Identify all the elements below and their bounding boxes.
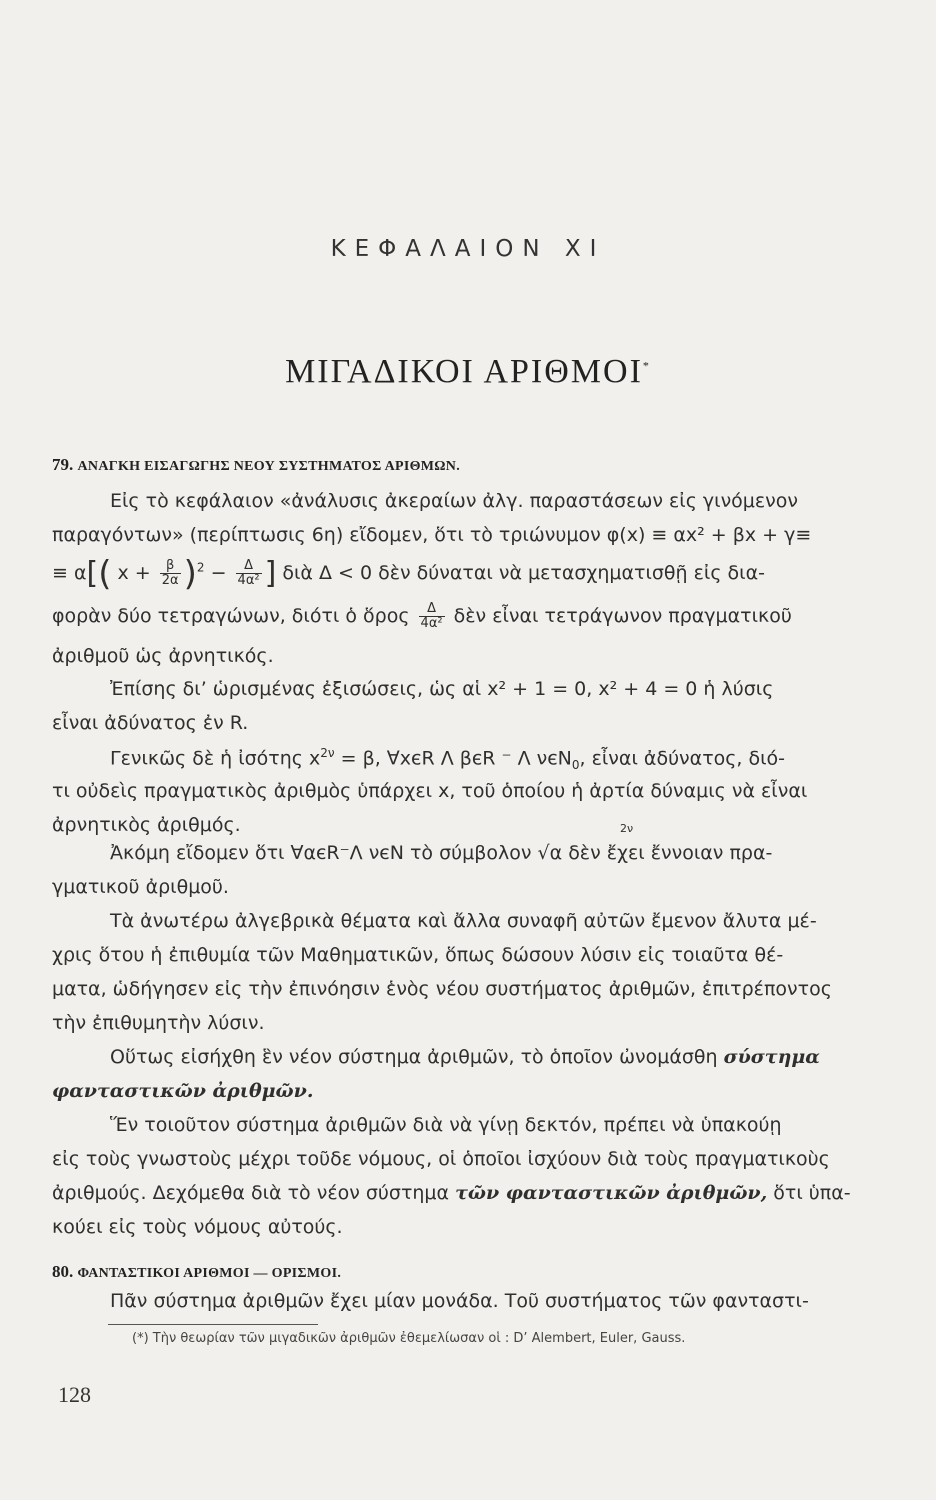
formula-line <box>52 602 792 631</box>
text: x + <box>117 562 151 584</box>
formula-line <box>52 554 765 594</box>
paragraph-line: τὴν ἐπιθυμητὴν λύσιν. <box>52 1012 265 1034</box>
paragraph-line: Ἐπίσης δι’ ὡρισμένας ἐξισώσεις, ὡς αἱ x² + 1 = 0, x² + 4 = 0 ἡ λύσις <box>110 678 774 700</box>
section-80-title: ΦΑΝΤΑΣΤΙΚΟΙ ΑΡΙΘΜΟΙ — ΟΡΙΣΜΟΙ. <box>77 1266 342 1281</box>
paragraph-line: τι οὐδεὶς πραγματικὸς ἀριθμὸς ὑπάρχει x, τοῦ ὁποίου ἡ ἀρτία δύναμις νὰ εἶναι <box>52 780 808 802</box>
paragraph-line: κούει εἰς τοὺς νόμους αὐτούς. <box>52 1216 343 1238</box>
paragraph-line <box>52 1182 851 1204</box>
fraction-delta-4a2 <box>236 559 262 588</box>
text: − <box>210 562 227 584</box>
text: = β, ∀xєR Λ βєR ⁻ Λ νєN <box>334 747 572 770</box>
section-79-heading <box>52 455 460 475</box>
chapter-title <box>0 353 936 391</box>
text: δὲν ἔχει ἔννοιαν πρα- <box>568 842 773 864</box>
exponent: 2 <box>196 560 205 575</box>
emphasis-line: φανταστικῶν ἀριθμῶν. <box>52 1080 314 1102</box>
paragraph-line: εἶναι ἀδύνατος ἐν R. <box>52 712 249 734</box>
text: Οὕτως εἰσήχθη ἓν νέον σύστημα ἀριθμῶν, τὸ ὁποῖον ὠνομάσθη <box>110 1046 718 1068</box>
numerator: Δ <box>419 602 445 617</box>
paragraph-line: Τὰ ἀνωτέρω ἀλγεβρικὰ θέματα καὶ ἄλλα συναφῆ αὐτῶν ἔμενον ἄλυτα μέ- <box>110 910 817 932</box>
paragraph-line: Εἰς τὸ κεφάλαιον «ἀνάλυσις ἀκεραίων ἀλγ. παραστάσεων εἰς γινόμενον <box>110 490 799 512</box>
emphasis: τῶν φανταστικῶν ἀριθμῶν, <box>455 1182 768 1204</box>
page-number: 128 <box>58 1382 91 1407</box>
paragraph-line: Πᾶν σύστημα ἀριθμῶν ἔχει μίαν μονάδα. Τοῦ συστήματος τῶν φανταστι- <box>110 1290 809 1312</box>
text: ≡ α <box>52 562 87 584</box>
chapter-title-text: ΜΙΓΑΔΙΚΟΙ ΑΡΙΘΜΟΙ <box>285 353 643 390</box>
footnote-mark: * <box>642 358 651 373</box>
paragraph-line <box>110 1046 820 1068</box>
paragraph-line: Ἕν τοιοῦτον σύστημα ἀριθμῶν διὰ νὰ γίνῃ δεκτόν, πρέπει νὰ ὑπακούῃ <box>110 1114 782 1136</box>
section-80-heading <box>52 1262 341 1282</box>
bracket: ] <box>264 556 277 591</box>
emphasis: σύστημα <box>723 1046 820 1068</box>
text: φορὰν δύο τετραγώνων, διότι ὁ ὅρος <box>52 605 410 627</box>
text: διὰ Δ < 0 δὲν δύναται νὰ μετασχηματισθῇ εἰς δια- <box>282 562 765 584</box>
paren: ( <box>98 554 112 594</box>
section-80-number: 80. <box>52 1262 74 1281</box>
formula-line <box>110 746 785 772</box>
section-79-title: ΑΝΑΓΚΗ ΕΙΣΑΓΩΓΗΣ ΝΕΟΥ ΣΥΣΤΗΜΑΤΟΣ ΑΡΙΘΜΩΝ. <box>77 459 461 474</box>
paragraph-line: ματα, ὡδήγησεν εἰς τὴν ἐπινόησιν ἑνὸς νέου συστήματος ἀριθμῶν, ἐπιτρέποντος <box>52 978 832 1000</box>
paragraph-line: εἰς τοὺς γνωστοὺς μέχρι τοῦδε νόμους, οἱ ὁποῖοι ἰσχύουν διὰ τοὺς πραγματικοὺς <box>52 1148 830 1170</box>
text: δὲν εἶναι τετράγωνον πραγματικοῦ <box>453 605 792 627</box>
bracket: [ <box>86 556 99 591</box>
denominator: 4α² <box>237 573 260 588</box>
text: ὅτι ὑπα- <box>773 1182 851 1204</box>
numerator: β <box>160 559 181 574</box>
fraction-delta-4a2 <box>419 602 445 631</box>
text: ἀριθμούς. Δεχόμεθα διὰ τὸ νέον σύστημα <box>52 1182 450 1204</box>
text: Γενικῶς δὲ ἡ ἰσότης x <box>110 747 321 770</box>
root-index: 2ν <box>620 822 634 835</box>
fraction-beta-2a <box>160 559 181 588</box>
paren: ) <box>183 554 197 594</box>
denominator: 4α² <box>420 616 443 631</box>
paragraph-line: ἀριθμοῦ ὡς ἀρνητικός. <box>52 645 274 667</box>
text: Ἀκόμη εἴδομεν ὅτι ∀αєR⁻Λ νєN τὸ σύμβολον <box>110 842 532 864</box>
paragraph-line: ἀρνητικὸς ἀριθμός. <box>52 814 241 836</box>
footnote-rule <box>108 1324 318 1325</box>
numerator: Δ <box>236 559 262 574</box>
exponent: 2ν <box>320 746 335 760</box>
paragraph-line: χρις ὅτου ἡ ἐπιθυμία τῶν Μαθηματικῶν, ὅπως δώσουν λύσιν εἰς τοιαῦτα θέ- <box>52 944 784 966</box>
footnote: (*) Τὴν θεωρίαν τῶν μιγαδικῶν ἀριθμῶν ἐθεμελίωσαν οἱ : D’ Alembert, Euler, Gauss. <box>132 1331 686 1346</box>
formula-line <box>110 842 772 864</box>
radical: √α <box>537 842 563 864</box>
denominator: 2α <box>161 573 179 588</box>
text: , εἶναι ἀδύνατος, διό- <box>579 747 786 770</box>
paragraph-line: γματικοῦ ἀριθμοῦ. <box>52 876 229 898</box>
section-79-number: 79. <box>52 455 74 474</box>
subscript: 0 <box>571 758 580 773</box>
chapter-heading: ΚΕΦΑΛΑΙΟΝ ΧΙ <box>330 236 606 262</box>
paragraph-line: παραγόντων» (περίπτωσις 6η) εἴδομεν, ὅτι τὸ τριώνυμον φ(x) ≡ αx² + βx + γ≡ <box>52 524 812 546</box>
